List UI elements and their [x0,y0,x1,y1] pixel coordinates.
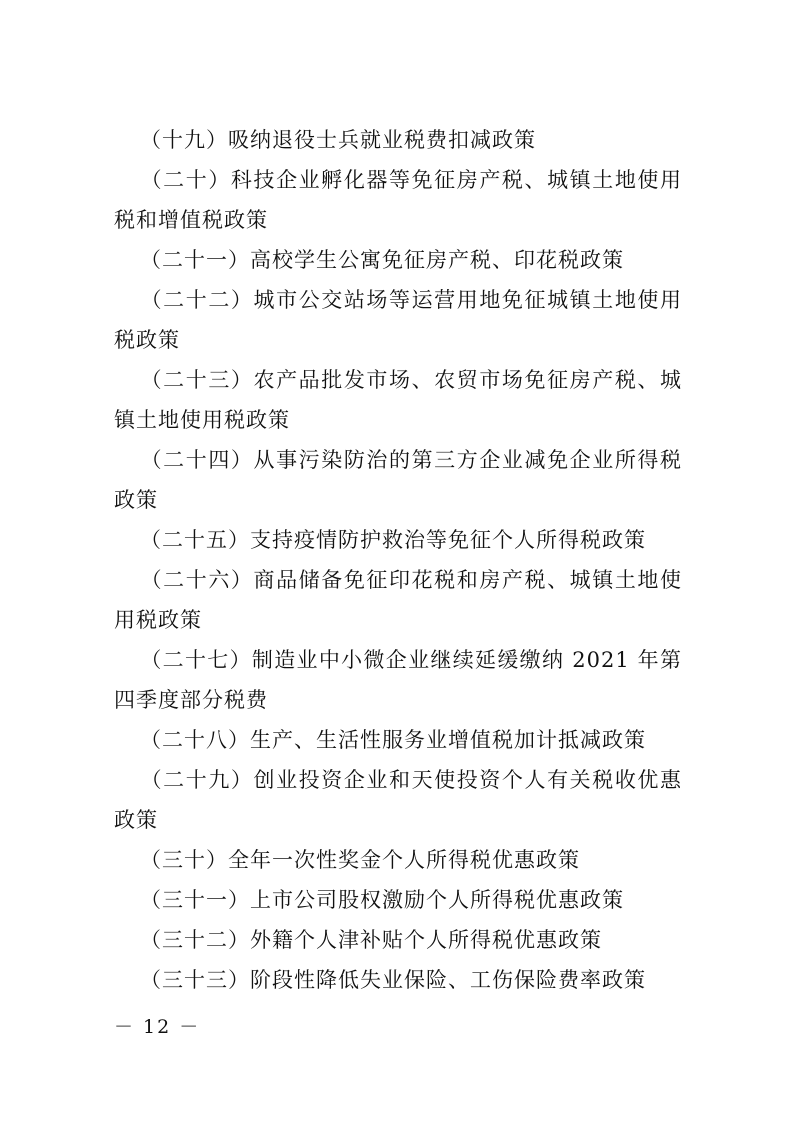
list-item-text: （二十二）城市公交站场等运营用地免征城镇土地使用税政策 [114,288,682,352]
list-item [114,640,682,720]
list-item-text: （二十八）生产、生活性服务业增值税加计抵减政策 [140,728,646,752]
list-item [114,920,682,960]
list-item [114,880,682,920]
list-item [114,760,682,840]
list-item [114,520,682,560]
list-item [114,440,682,520]
list-item [114,120,682,160]
list-item-text: （二十一）高校学生公寓免征房产税、印花税政策 [140,248,624,272]
list-item [114,280,682,360]
list-item [114,160,682,240]
list-item [114,840,682,880]
list-item-text: （二十九）创业投资企业和天使投资个人有关税收优惠政策 [114,768,682,832]
page-number: － 12 － [114,1016,201,1038]
list-item-text: （三十一）上市公司股权激励个人所得税优惠政策 [140,888,624,912]
list-item [114,720,682,760]
list-item-text: （二十六）商品储备免征印花税和房产税、城镇土地使用税政策 [114,568,682,632]
list-item-text: （三十）全年一次性奖金个人所得税优惠政策 [140,848,580,872]
list-item-text: （二十）科技企业孵化器等免征房产税、城镇土地使用税和增值税政策 [114,168,682,232]
list-item-text: （二十五）支持疫情防护救治等免征个人所得税政策 [140,528,646,552]
list-item-text: （二十七）制造业中小微企业继续延缓缴纳 2021 年第四季度部分税费 [114,648,682,712]
list-item-text: （二十三）农产品批发市场、农贸市场免征房产税、城镇土地使用税政策 [114,368,682,432]
policy-list [114,120,682,1000]
list-item [114,360,682,440]
list-item [114,560,682,640]
list-item-text: （三十二）外籍个人津补贴个人所得税优惠政策 [140,928,602,952]
list-item-text: （三十三）阶段性降低失业保险、工伤保险费率政策 [140,968,646,992]
list-item-text: （十九）吸纳退役士兵就业税费扣减政策 [140,128,536,152]
list-item [114,960,682,1000]
list-item-text: （二十四）从事污染防治的第三方企业减免企业所得税政策 [114,448,682,512]
list-item [114,240,682,280]
